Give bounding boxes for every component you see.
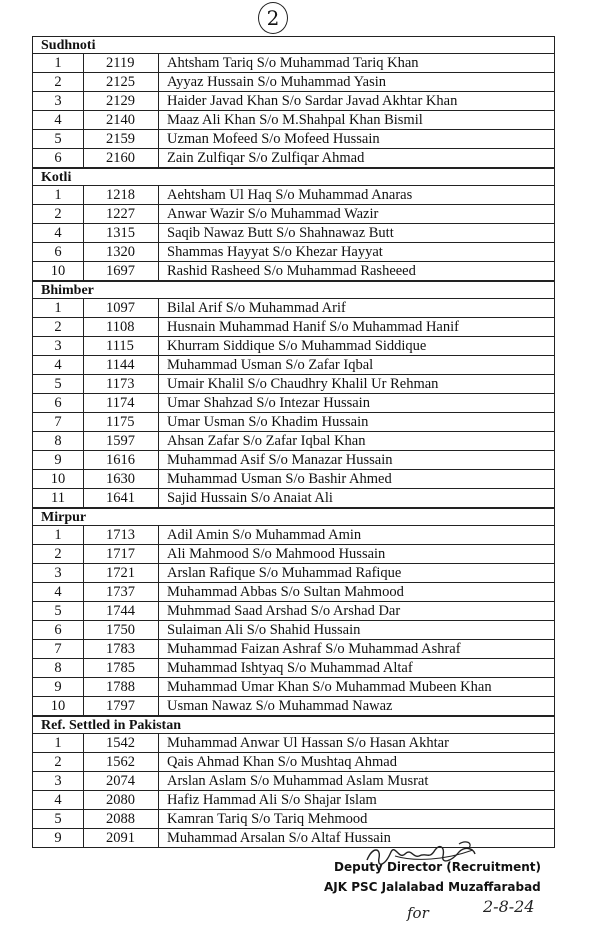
table-row — [33, 356, 555, 375]
serial-cell: 2 — [33, 545, 84, 564]
section-heading: Kotli — [32, 168, 555, 185]
table-row — [33, 130, 555, 149]
roll-number-cell: 1713 — [84, 526, 159, 545]
roll-number-cell: 2125 — [84, 73, 159, 92]
serial-cell: 10 — [33, 262, 84, 281]
section-table — [32, 185, 555, 281]
serial-cell: 3 — [33, 564, 84, 583]
roll-number-cell: 1616 — [84, 451, 159, 470]
roll-number-cell: 2080 — [84, 791, 159, 810]
serial-cell: 5 — [33, 375, 84, 394]
roll-number-cell: 2159 — [84, 130, 159, 149]
serial-cell: 1 — [33, 54, 84, 73]
table-row — [33, 697, 555, 716]
roll-number-cell: 1788 — [84, 678, 159, 697]
roll-number-cell: 1597 — [84, 432, 159, 451]
roll-number-cell: 1737 — [84, 583, 159, 602]
candidate-name-cell: Umair Khalil S/o Chaudhry Khalil Ur Rehman — [159, 375, 555, 394]
candidate-name-cell: Husnain Muhammad Hanif S/o Muhammad Hanif — [159, 318, 555, 337]
serial-cell: 6 — [33, 621, 84, 640]
candidate-name-cell: Ali Mahmood S/o Mahmood Hussain — [159, 545, 555, 564]
table-row — [33, 224, 555, 243]
roll-number-cell: 1562 — [84, 753, 159, 772]
candidate-name-cell: Arslan Aslam S/o Muhammad Aslam Musrat — [159, 772, 555, 791]
candidate-name-cell: Usman Nawaz S/o Muhammad Nawaz — [159, 697, 555, 716]
serial-cell: 1 — [33, 734, 84, 753]
table-row — [33, 583, 555, 602]
roll-number-cell: 1175 — [84, 413, 159, 432]
serial-cell: 9 — [33, 829, 84, 848]
candidate-name-cell: Sulaiman Ali S/o Shahid Hussain — [159, 621, 555, 640]
candidate-name-cell: Kamran Tariq S/o Tariq Mehmood — [159, 810, 555, 829]
candidate-name-cell: Khurram Siddique S/o Muhammad Siddique — [159, 337, 555, 356]
roll-number-cell: 1641 — [84, 489, 159, 508]
serial-cell: 4 — [33, 111, 84, 130]
roll-number-cell: 1097 — [84, 299, 159, 318]
table-row — [33, 413, 555, 432]
candidate-name-cell: Muhammad Arsalan S/o Altaf Hussain — [159, 829, 555, 848]
serial-cell: 4 — [33, 583, 84, 602]
table-row — [33, 318, 555, 337]
candidate-name-cell: Muhammad Usman S/o Bashir Ahmed — [159, 470, 555, 489]
roll-number-cell: 2129 — [84, 92, 159, 111]
table-row — [33, 753, 555, 772]
table-row — [33, 772, 555, 791]
roll-number-cell: 1744 — [84, 602, 159, 621]
serial-cell: 5 — [33, 810, 84, 829]
section-table — [32, 733, 555, 848]
table-row — [33, 262, 555, 281]
handwritten-signature — [355, 838, 555, 928]
serial-cell: 6 — [33, 149, 84, 168]
table-row — [33, 375, 555, 394]
candidate-name-cell: Maaz Ali Khan S/o M.Shahpal Khan Bismil — [159, 111, 555, 130]
candidate-name-cell: Muhammad Faizan Ashraf S/o Muhammad Ashraf — [159, 640, 555, 659]
serial-cell: 2 — [33, 753, 84, 772]
table-row — [33, 734, 555, 753]
table-row — [33, 54, 555, 73]
table-row — [33, 73, 555, 92]
table-row — [33, 432, 555, 451]
signature-for-note: for — [407, 904, 429, 922]
roll-number-cell: 2088 — [84, 810, 159, 829]
table-row — [33, 810, 555, 829]
roll-number-cell: 1783 — [84, 640, 159, 659]
page-number: 2 — [258, 2, 288, 34]
table-row — [33, 243, 555, 262]
candidate-name-cell: Haider Javad Khan S/o Sardar Javad Akhtar Khan — [159, 92, 555, 111]
roll-number-cell: 2140 — [84, 111, 159, 130]
candidate-name-cell: Arslan Rafique S/o Muhammad Rafique — [159, 564, 555, 583]
roll-number-cell: 1750 — [84, 621, 159, 640]
candidate-name-cell: Muhmmad Saad Arshad S/o Arshad Dar — [159, 602, 555, 621]
table-row — [33, 621, 555, 640]
roll-number-cell: 1630 — [84, 470, 159, 489]
serial-cell: 1 — [33, 526, 84, 545]
serial-cell: 7 — [33, 413, 84, 432]
roll-number-cell: 1227 — [84, 205, 159, 224]
serial-cell: 5 — [33, 602, 84, 621]
roll-number-cell: 1797 — [84, 697, 159, 716]
candidate-name-cell: Anwar Wazir S/o Muhammad Wazir — [159, 205, 555, 224]
serial-cell: 2 — [33, 318, 84, 337]
roll-number-cell: 1697 — [84, 262, 159, 281]
serial-cell: 6 — [33, 243, 84, 262]
serial-cell: 1 — [33, 186, 84, 205]
section-table — [32, 298, 555, 508]
candidate-name-cell: Muhammad Abbas S/o Sultan Mahmood — [159, 583, 555, 602]
serial-cell: 3 — [33, 337, 84, 356]
roll-number-cell: 1785 — [84, 659, 159, 678]
signature-date: 2-8-24 — [483, 897, 535, 916]
candidate-name-cell: Umar Usman S/o Khadim Hussain — [159, 413, 555, 432]
table-row — [33, 678, 555, 697]
candidate-name-cell: Shammas Hayyat S/o Khezar Hayyat — [159, 243, 555, 262]
roll-number-cell: 1721 — [84, 564, 159, 583]
table-row — [33, 111, 555, 130]
roll-number-cell: 1173 — [84, 375, 159, 394]
serial-cell: 11 — [33, 489, 84, 508]
signatory-designation: Deputy Director (Recruitment) — [334, 860, 541, 874]
table-row — [33, 640, 555, 659]
roll-number-cell: 1174 — [84, 394, 159, 413]
table-row — [33, 659, 555, 678]
table-row — [33, 545, 555, 564]
section-heading: Sudhnoti — [32, 36, 555, 53]
candidate-name-cell: Umar Shahzad S/o Intezar Hussain — [159, 394, 555, 413]
candidate-name-cell: Ahtsham Tariq S/o Muhammad Tariq Khan — [159, 54, 555, 73]
table-row — [33, 186, 555, 205]
roll-number-cell: 1144 — [84, 356, 159, 375]
table-row — [33, 205, 555, 224]
serial-cell: 7 — [33, 640, 84, 659]
serial-cell: 8 — [33, 659, 84, 678]
serial-cell: 10 — [33, 697, 84, 716]
serial-cell: 4 — [33, 791, 84, 810]
candidate-name-cell: Sajid Hussain S/o Anaiat Ali — [159, 489, 555, 508]
candidate-name-cell: Muhammad Anwar Ul Hassan S/o Hasan Akhtar — [159, 734, 555, 753]
serial-cell: 3 — [33, 772, 84, 791]
candidate-name-cell: Rashid Rasheed S/o Muhammad Rasheeed — [159, 262, 555, 281]
roll-number-cell: 2074 — [84, 772, 159, 791]
serial-cell: 3 — [33, 92, 84, 111]
roll-number-cell: 1320 — [84, 243, 159, 262]
table-row — [33, 92, 555, 111]
table-row — [33, 451, 555, 470]
table-row — [33, 337, 555, 356]
table-row — [33, 526, 555, 545]
serial-cell: 4 — [33, 356, 84, 375]
merit-list — [32, 36, 555, 848]
table-row — [33, 149, 555, 168]
roll-number-cell: 1717 — [84, 545, 159, 564]
table-row — [33, 394, 555, 413]
signatory-office: AJK PSC Jalalabad Muzaffarabad — [324, 880, 541, 894]
roll-number-cell: 1218 — [84, 186, 159, 205]
serial-cell: 4 — [33, 224, 84, 243]
roll-number-cell: 2160 — [84, 149, 159, 168]
serial-cell: 1 — [33, 299, 84, 318]
candidate-name-cell: Muhammad Asif S/o Manazar Hussain — [159, 451, 555, 470]
serial-cell: 10 — [33, 470, 84, 489]
candidate-name-cell: Qais Ahmad Khan S/o Mushtaq Ahmad — [159, 753, 555, 772]
serial-cell: 9 — [33, 678, 84, 697]
candidate-name-cell: Ayyaz Hussain S/o Muhammad Yasin — [159, 73, 555, 92]
candidate-name-cell: Aehtsham Ul Haq S/o Muhammad Anaras — [159, 186, 555, 205]
roll-number-cell: 1315 — [84, 224, 159, 243]
roll-number-cell: 2091 — [84, 829, 159, 848]
table-row — [33, 602, 555, 621]
candidate-name-cell: Bilal Arif S/o Muhammad Arif — [159, 299, 555, 318]
section-table — [32, 53, 555, 168]
table-row — [33, 470, 555, 489]
candidate-name-cell: Hafiz Hammad Ali S/o Shajar Islam — [159, 791, 555, 810]
table-row — [33, 791, 555, 810]
candidate-name-cell: Ahsan Zafar S/o Zafar Iqbal Khan — [159, 432, 555, 451]
serial-cell: 6 — [33, 394, 84, 413]
roll-number-cell: 1542 — [84, 734, 159, 753]
candidate-name-cell: Muhammad Usman S/o Zafar Iqbal — [159, 356, 555, 375]
candidate-name-cell: Zain Zulfiqar S/o Zulfiqar Ahmad — [159, 149, 555, 168]
candidate-name-cell: Muhammad Umar Khan S/o Muhammad Mubeen Khan — [159, 678, 555, 697]
roll-number-cell: 1115 — [84, 337, 159, 356]
serial-cell: 9 — [33, 451, 84, 470]
candidate-name-cell: Uzman Mofeed S/o Mofeed Hussain — [159, 130, 555, 149]
serial-cell: 2 — [33, 205, 84, 224]
roll-number-cell: 2119 — [84, 54, 159, 73]
serial-cell: 2 — [33, 73, 84, 92]
section-heading: Mirpur — [32, 508, 555, 525]
section-table — [32, 525, 555, 716]
table-row — [33, 564, 555, 583]
table-row — [33, 299, 555, 318]
section-heading: Bhimber — [32, 281, 555, 298]
section-heading: Ref. Settled in Pakistan — [32, 716, 555, 733]
candidate-name-cell: Adil Amin S/o Muhammad Amin — [159, 526, 555, 545]
serial-cell: 5 — [33, 130, 84, 149]
candidate-name-cell: Saqib Nawaz Butt S/o Shahnawaz Butt — [159, 224, 555, 243]
serial-cell: 8 — [33, 432, 84, 451]
table-row — [33, 489, 555, 508]
roll-number-cell: 1108 — [84, 318, 159, 337]
candidate-name-cell: Muhammad Ishtyaq S/o Muhammad Altaf — [159, 659, 555, 678]
